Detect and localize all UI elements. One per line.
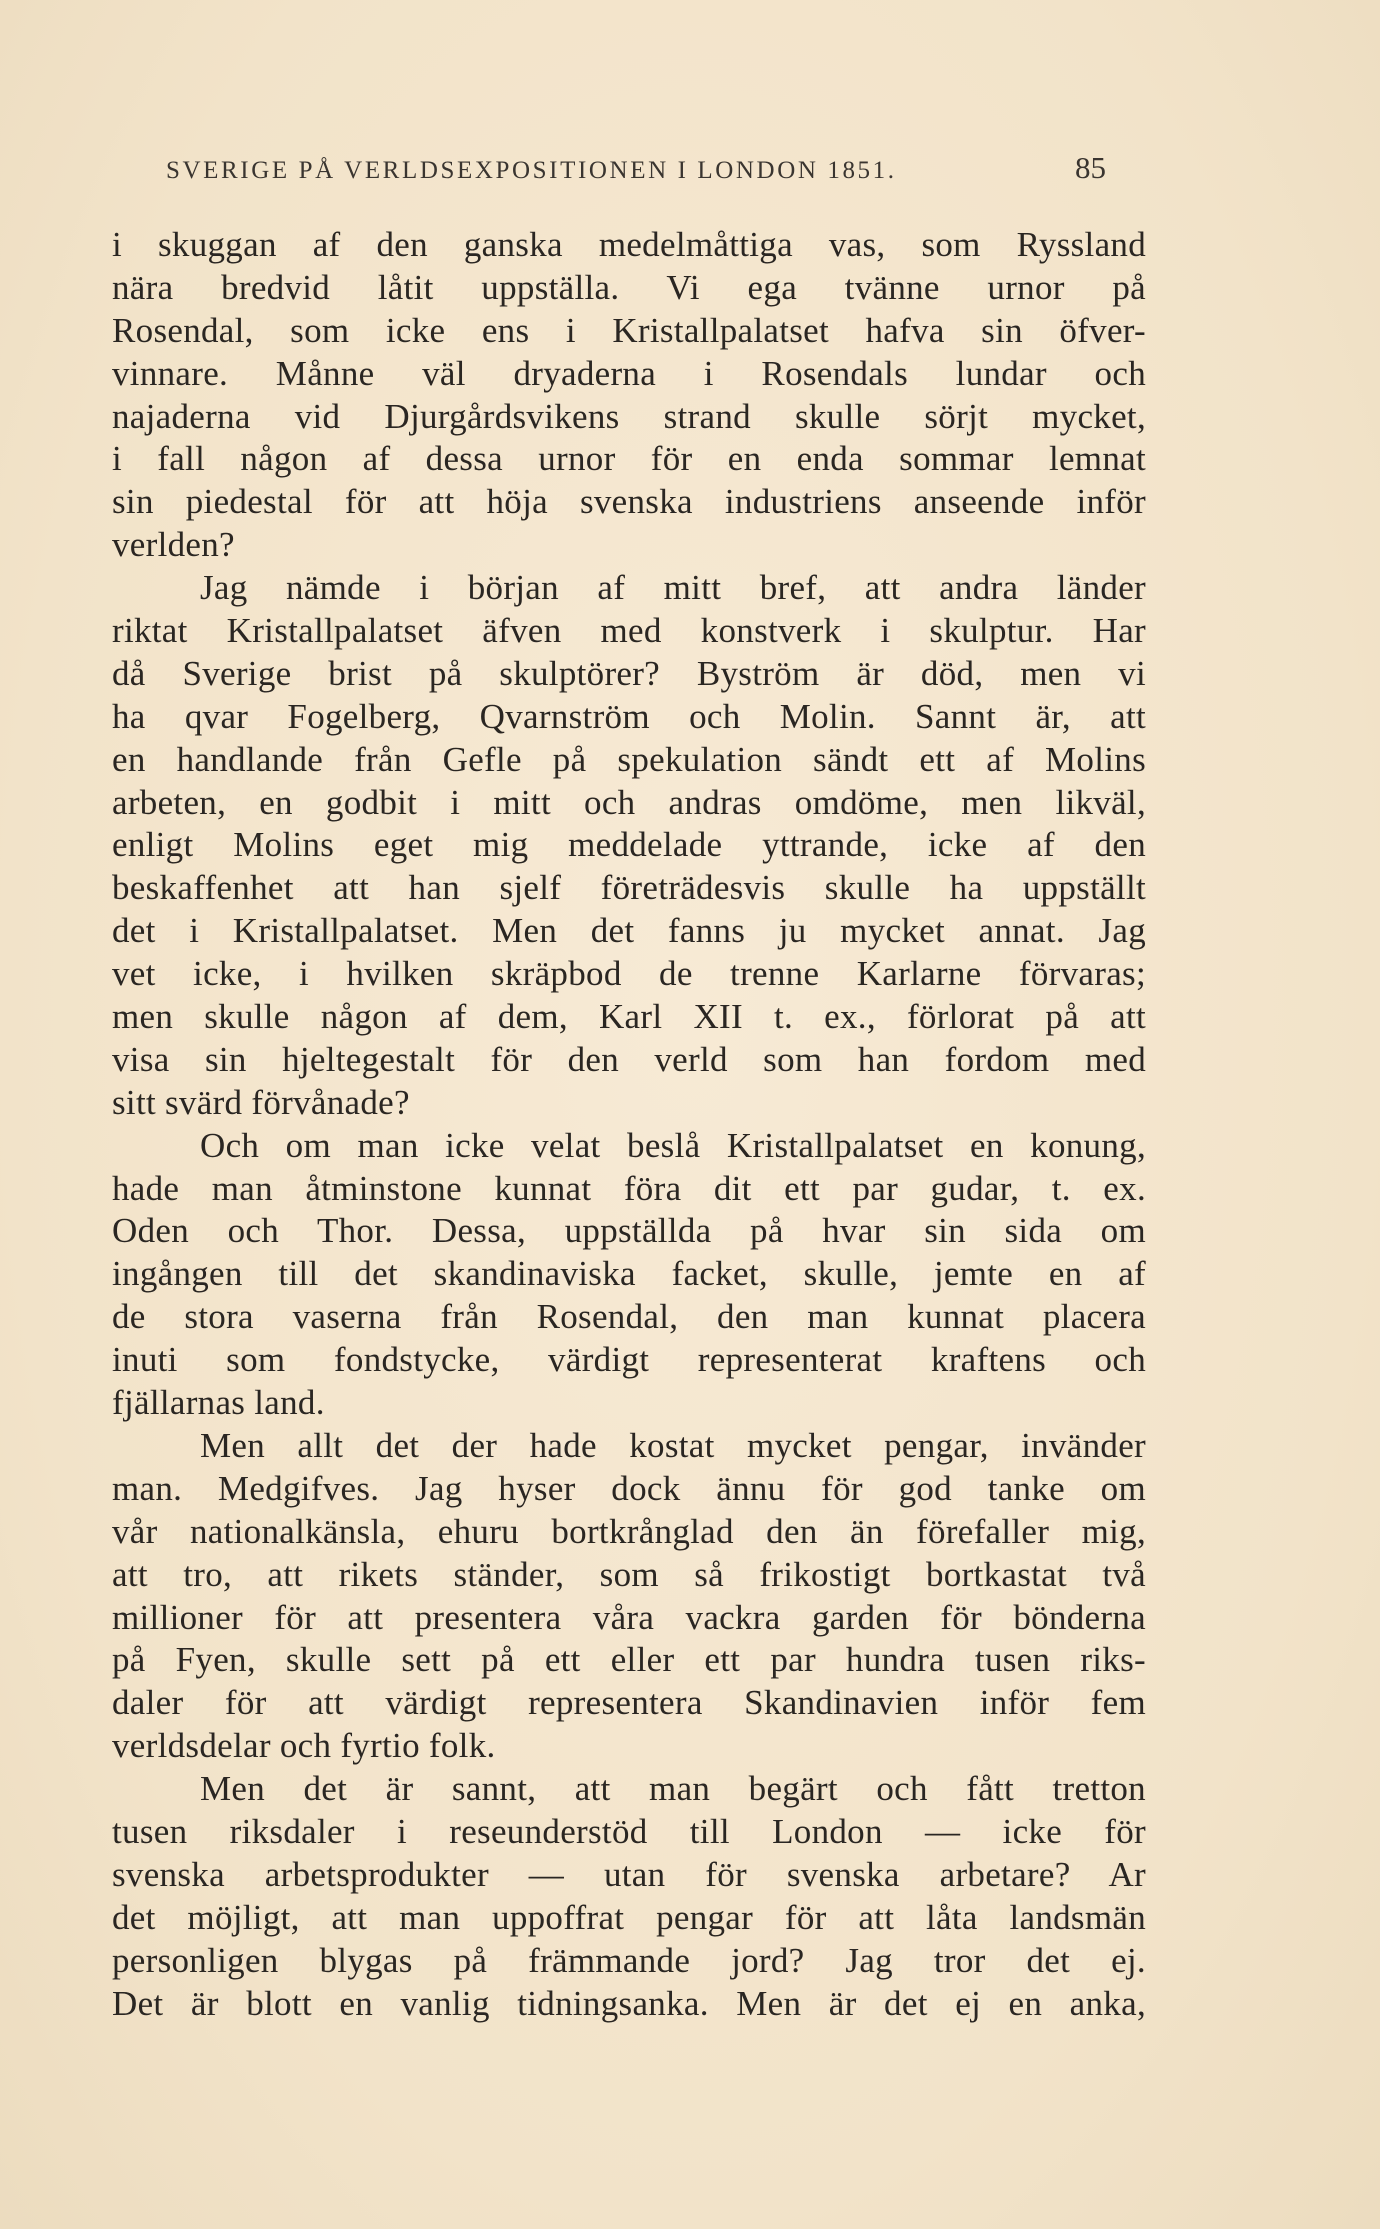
text-line: Jag nämde i början af mitt bref, att andra länder bbox=[200, 568, 1146, 608]
text-line: att tro, att rikets ständer, som så frikostigt bortkastat två bbox=[112, 1554, 1146, 1594]
running-header bbox=[166, 150, 1106, 194]
text-line: visa sin hjeltegestalt för den verld som han fordom med bbox=[112, 1039, 1146, 1079]
text-line: en handlande från Gefle på spekulation sändt ett af Molins bbox=[112, 739, 1146, 779]
text-line: enligt Molins eget mig meddelade yttrande, icke af den bbox=[112, 825, 1146, 865]
body-text bbox=[112, 224, 1146, 2025]
text-line: millioner för att presentera våra vackra garden för bönderna bbox=[112, 1597, 1146, 1637]
text-line: Rosendal, som icke ens i Kristallpalatset hafva sin öfver- bbox=[112, 310, 1146, 350]
text-line: det möjligt, att man uppoffrat pengar för att låta landsmän bbox=[112, 1897, 1146, 1937]
text-line: Men allt det der hade kostat mycket pengar, invänder bbox=[200, 1425, 1146, 1465]
text-line: det i Kristallpalatset. Men det fanns ju mycket annat. Jag bbox=[112, 911, 1146, 951]
text-line: vinnare. Månne väl dryaderna i Rosendals lundar och bbox=[112, 353, 1146, 393]
text-line: fjällarnas land. bbox=[112, 1383, 325, 1423]
text-line: verlden? bbox=[112, 525, 235, 565]
text-line: sin piedestal för att höja svenska industriens anseende inför bbox=[112, 482, 1146, 522]
text-line: vår nationalkänsla, ehuru bortkrånglad den än förefaller mig, bbox=[112, 1511, 1146, 1551]
text-line: Oden och Thor. Dessa, uppställda på hvar sin sida om bbox=[112, 1211, 1146, 1251]
text-line: de stora vaserna från Rosendal, den man kunnat placera bbox=[112, 1297, 1146, 1337]
text-line: Men det är sannt, att man begärt och fått tretton bbox=[200, 1769, 1146, 1809]
text-line: ha qvar Fogelberg, Qvarnström och Molin. Sannt är, att bbox=[112, 696, 1146, 736]
text-line: najaderna vid Djurgårdsvikens strand skulle sörjt mycket, bbox=[112, 396, 1146, 436]
text-line: vet icke, i hvilken skräpbod de trenne Karlarne förvaras; bbox=[112, 954, 1146, 994]
text-line: men skulle någon af dem, Karl XII t. ex., förlorat på att bbox=[112, 997, 1146, 1037]
text-line: personligen blygas på främmande jord? Jag tror det ej. bbox=[112, 1940, 1146, 1980]
text-line: Det är blott en vanlig tidningsanka. Men är det ej en anka, bbox=[112, 1983, 1146, 2023]
text-line: nära bredvid låtit uppställa. Vi ega tvänne urnor på bbox=[112, 267, 1146, 307]
text-line: riktat Kristallpalatset äfven med konstverk i skulptur. Har bbox=[112, 611, 1146, 651]
text-line: daler för att värdigt representera Skandinavien inför fem bbox=[112, 1683, 1146, 1723]
text-line: hade man åtminstone kunnat föra dit ett par gudar, t. ex. bbox=[112, 1168, 1146, 1208]
text-line: i fall någon af dessa urnor för en enda sommar lemnat bbox=[112, 439, 1146, 479]
text-line: inuti som fondstycke, värdigt representerat kraftens och bbox=[112, 1340, 1146, 1380]
text-line: tusen riksdaler i reseunderstöd till London — icke för bbox=[112, 1811, 1146, 1851]
text-line: i skuggan af den ganska medelmåttiga vas, som Ryssland bbox=[112, 225, 1146, 264]
text-line: på Fyen, skulle sett på ett eller ett par hundra tusen riks- bbox=[112, 1640, 1146, 1680]
text-line: Och om man icke velat beslå Kristallpalatset en konung, bbox=[200, 1125, 1146, 1165]
text-line: ingången till det skandinaviska facket, skulle, jemte en af bbox=[112, 1254, 1146, 1294]
text-line: beskaffenhet att han sjelf företrädesvis skulle ha uppställt bbox=[112, 868, 1146, 908]
running-title: SVERIGE PÅ VERLDSEXPOSITIONEN I LONDON 1851. bbox=[166, 157, 897, 184]
text-line: verldsdelar och fyrtio folk. bbox=[112, 1726, 496, 1766]
text-line: svenska arbetsprodukter — utan för svenska arbetare? Ar bbox=[112, 1854, 1146, 1894]
text-line: man. Medgifves. Jag hyser dock ännu för god tanke om bbox=[112, 1468, 1146, 1508]
text-line: sitt svärd förvånade? bbox=[112, 1082, 410, 1122]
text-line: då Sverige brist på skulptörer? Byström är död, men vi bbox=[112, 653, 1146, 693]
page-number: 85 bbox=[1075, 150, 1106, 185]
text-line: arbeten, en godbit i mitt och andras omdöme, men likväl, bbox=[112, 782, 1146, 822]
